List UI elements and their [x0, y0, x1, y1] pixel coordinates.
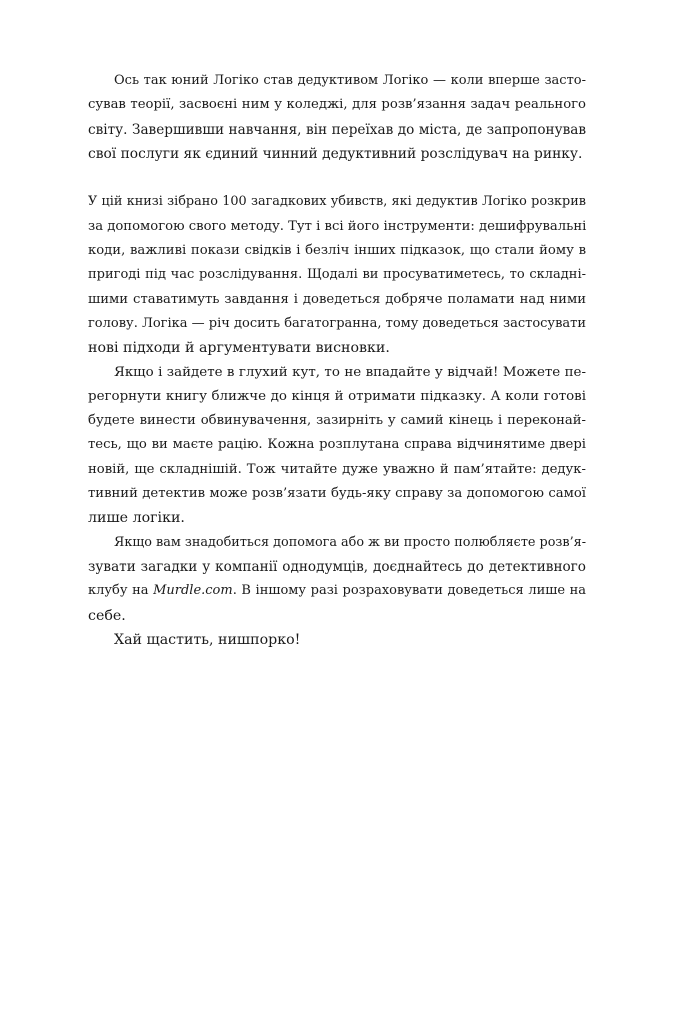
- text-fragment: . В іншому разі розраховувати доведеться лише на: [232, 583, 587, 599]
- text-fragment: клубу на: [88, 583, 154, 599]
- closing-line: Хай щастить, нишпорко!: [114, 631, 301, 648]
- text-line: нові підходи й аргументувати висновки.: [88, 340, 390, 357]
- paragraph-3: [88, 361, 586, 531]
- body-text: [88, 69, 586, 652]
- paragraph-2: [88, 190, 586, 360]
- text-line: тивний детектив може розв’язати будь-яку справу за допомогою самої: [88, 486, 586, 502]
- website-name: Murdle.com: [153, 583, 233, 599]
- text-line: [88, 579, 586, 603]
- text-line: регорнути книгу ближче до кінця й отримати підказку. А коли готові: [88, 388, 586, 404]
- text-line: пригоді під час розслідування. Щодалі ви просуватиметесь, то складні-: [88, 267, 586, 283]
- text-line: світу. Завершивши навчання, він переїхав до міста, де запропонував: [88, 121, 586, 138]
- text-line: тесь, що ви маєте рацію. Кожна розплутана справа відчинятиме двері: [88, 437, 586, 453]
- text-line: У цій книзі зібрано 100 загадкових убивств, які дедуктив Логіко розкрив: [88, 194, 586, 210]
- text-line: голову. Логіка — річ досить багатогранна, тому доведеться застосувати: [88, 315, 586, 331]
- text-line: новій, ще складнішій. Тож читайте дуже уважно й пам’ятайте: дедук-: [88, 461, 586, 477]
- text-line: за допомогою свого методу. Тут і всі його інструменти: дешифрувальні: [88, 218, 587, 234]
- text-line: себе.: [88, 607, 126, 624]
- paragraph-5: [88, 628, 586, 652]
- text-line: Ось так юний Логіко став дедуктивом Логіко — коли вперше засто-: [114, 73, 586, 88]
- text-line: зувати загадки у компанії однодумців, доєднайтесь до детективного: [88, 558, 586, 575]
- paragraph-gap: [88, 166, 586, 190]
- text-line: шими ставатимуть завдання і доведеться добряче поламати над ними: [88, 291, 586, 307]
- text-line: Якщо вам знадобиться допомога або ж ви просто полюбляєте розв’я-: [114, 534, 587, 550]
- paragraph-1: [88, 69, 586, 166]
- text-line: свої послуги як єдиний чинний дедуктивний розслідувач на ринку.: [88, 145, 583, 162]
- text-line: лише логіки.: [88, 510, 185, 527]
- text-line: Якщо і зайдете в глухий кут, то не впадайте у відчай! Можете пе-: [114, 364, 586, 380]
- text-line: коди, важливі покази свідків і безліч інших підказок, що стали йому в: [88, 243, 586, 259]
- paragraph-4: [88, 531, 586, 628]
- text-line: будете винести обвинувачення, зазирніть у самий кінець і переконай-: [88, 413, 586, 429]
- text-line: сував теорії, засвоєні ним у коледжі, для розв’язання задач реального: [88, 97, 586, 113]
